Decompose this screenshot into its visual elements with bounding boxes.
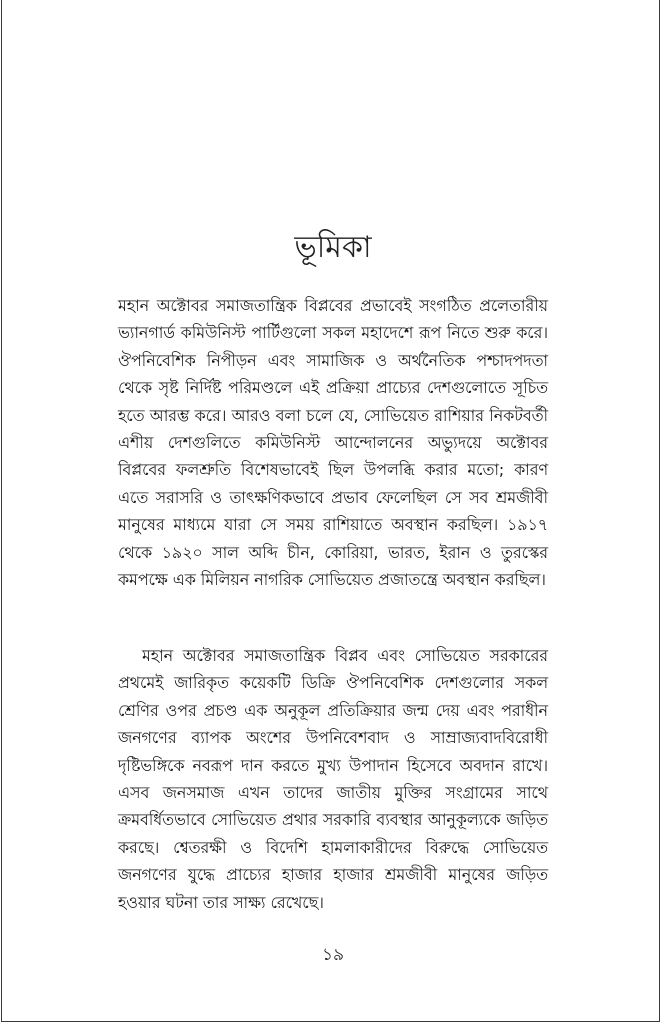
paragraph-2 xyxy=(118,642,548,916)
paragraph-1: মহান অক্টোবর সমাজতান্ত্রিক বিপ্লবের প্রভাবেই সংগঠিত প্রলেতারীয় ভ্যানগার্ড কমিউনিস্ট পার্টিগুলো সকল মহাদেশে রূপ নিতে শুরু করে। ঔপনিবেশিক নিপীড়ন এবং সামাজিক ও অর্থনৈতিক পশ্চাদপদতা থেকে সৃষ্ট নির্দিষ্ট পরিমণ্ডলে এই প্রক্রিয়া প্রাচ্যের দেশগুলোতে সূচিত হতে আরম্ভ করে। আরও বলা চলে যে, সোভিয়েত রাশিয়ার নিকটবর্তী এশীয় দেশগুলিতে কমিউনিস্ট আন্দোলনের অভ্যুদয়ে অক্টোবর বিপ্লবের ফলশ্রুতি বিশেষভাবেই ছিল উপলব্ধি করার মতো; কারণ এতে সরাসরি ও তাৎক্ষণিকভাবে প্রভাব ফেলেছিল সে সব শ্রমজীবী মানুষের মাধ্যমে যারা সে সময় রাশিয়াতে অবস্থান করছিল। ১৯১৭ থেকে ১৯২০ সাল অব্দি চীন, কোরিয়া, ভারত, ইরান ও তুরস্কের কমপক্ষে এক মিলিয়ন নাগরিক সোভিয়েত প্রজাতন্ত্রে অবস্থান করছিল। xyxy=(118,296,548,590)
paragraph-2-text: মহান অক্টোবর সমাজতান্ত্রিক বিপ্লব এবং সোভিয়েত সরকারের প্রথমেই জারিকৃত কয়েকটি ডিক্রি ঔপনিবেশিক দেশগুলোর সকল শ্রেণির ওপর প্রচণ্ড এক অনুকূল প্রতিক্রিয়ার জন্ম দেয় এবং পরাধীন জনগণের ব্যাপক অংশের উপনিবেশবাদ ও সাম্রাজ্যবাদবিরোধী দৃষ্টিভঙ্গিকে নবরূপ দান করতে মুখ্য উপাদান হিসেবে অবদান রাখে। এসব জনসমাজ এখন তাদের জাতীয় মুক্তির সংগ্রামের সাথে ক্রমবর্ধিতভাবে সোভিয়েত প্রথার সরকারি ব্যবস্থার আনুকূল্যকে জড়িত করছে। শ্বেতরক্ষী ও বিদেশি হামলাকারীদের বিরুদ্ধে সোভিয়েত জনগণের যুদ্ধে প্রাচ্যের হাজার হাজার শ্রমজীবী মানুষের জড়িত হওয়ার ঘটনা তার সাক্ষ্য রেখেছে। xyxy=(118,646,548,912)
page-number: ১৯ xyxy=(321,945,345,965)
page-title: ভূমিকা xyxy=(294,230,372,265)
